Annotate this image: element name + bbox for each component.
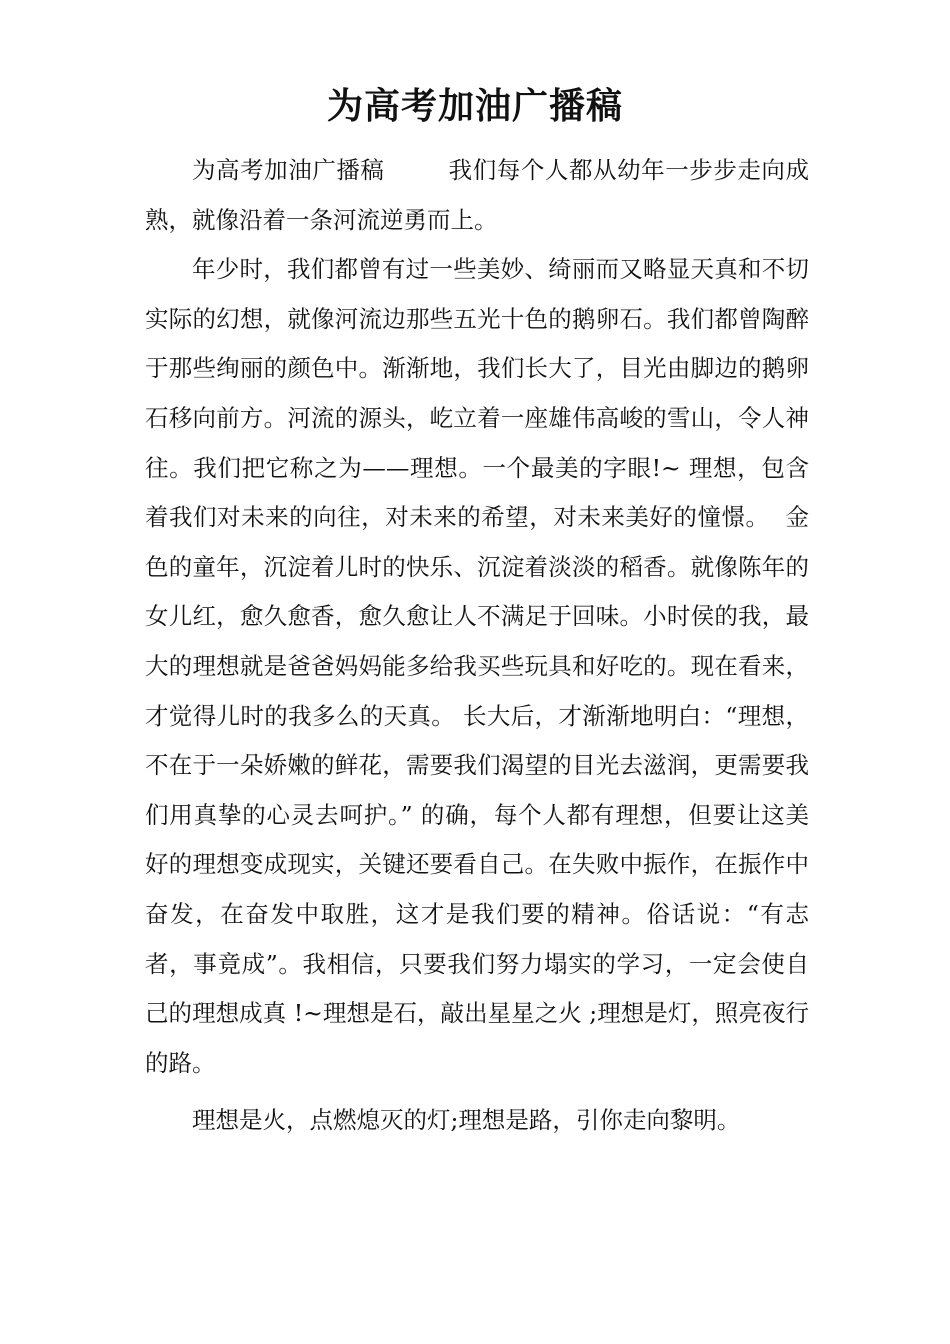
document-title: 为高考加油广播稿: [326, 86, 623, 127]
paragraph-2: 年少时，我们都曾有过一些美妙、绮丽而又略显天真和不切实际的幻想，就像河流边那些五光十色的鹅卵石。我们都曾陶醉于那些绚丽的颜色中。渐渐地，我们长大了，目光由脚边的鹅卵石移向前方。河流的源头，屹立着一座雄伟高峻的雪山，令人神往。我们把它称之为——理想。一个最美的字眼!~ 理想，包含着我们对未来的向往，对未来的希望，对未来美好的憧憬。 金色的童年，沉淀着儿时的快乐、沉淀着淡淡的稻香。就像陈年的女儿红，愈久愈香，愈久愈让人不满足于回味。小时侯的我，最大的理想就是爸爸妈妈能多给我买些玩具和好吃的。现在看来，才觉得儿时的我多么的天真。 长大后，才渐渐地明白：“理想，不在于一朵娇嫩的鲜花，需要我们渴望的目光去滋润，更需要我们用真挚的心灵去呵护。” 的确，每个人都有理想，但要让这美好的理想变成现实，关键还要看自己。在失败中振作，在振作中奋发，在奋发中取胜，这才是我们要的精神。俗话说：“有志者，事竟成”。我相信，只要我们努力塌实的学习，一定会使自己的理想成真 !~理想是石，敲出星星之火 ;理想是灯，照亮夜行的路。: [145, 255, 809, 1077]
paragraph-3: 理想是火，点燃熄灭的灯;理想是路，引你走向黎明。: [192, 1106, 741, 1135]
paragraph-1: 为高考加油广播稿 我们每个人都从幼年一步步走向成熟，就像沿着一条河流逆勇而上。: [145, 156, 809, 234]
document-body: [145, 146, 809, 1146]
